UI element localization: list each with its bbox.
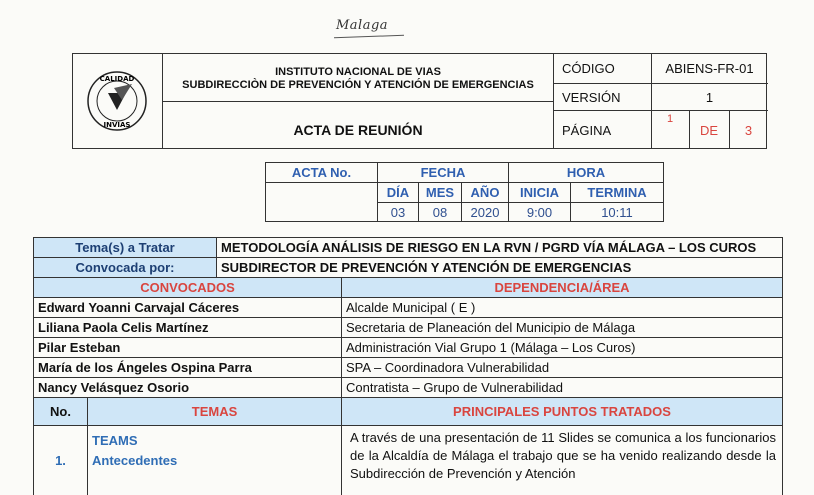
convocado-area: Contratista – Grupo de Vulnerabilidad (346, 380, 564, 395)
mes-value: 08 (418, 202, 462, 222)
inicia-label: INICIA (508, 182, 571, 203)
temas-header-row (33, 397, 783, 426)
header-divider (553, 54, 554, 148)
document-title: ACTA DE REUNIÓN (293, 122, 423, 138)
header-divider (163, 101, 553, 102)
dia-value: 03 (377, 202, 419, 222)
convocado-area: SPA – Coordinadora Vulnerabilidad (346, 360, 550, 375)
tema-number: 1. (34, 426, 88, 495)
table-row (33, 425, 783, 495)
table-row (33, 317, 783, 338)
codigo-value: ABIENS-FR-01 (665, 61, 754, 76)
tema-row (33, 237, 783, 258)
tema-label: Tema(s) a Tratar (75, 240, 175, 255)
tema-title-line2: Antecedentes (92, 453, 178, 468)
pagina-de: DE (699, 123, 719, 138)
convocado-name: María de los Ángeles Ospina Parra (34, 358, 342, 377)
convocado-area: Secretaria de Planeación del Municipio de Málaga (346, 320, 636, 335)
hora-label: HORA (508, 162, 664, 183)
institution-title (163, 66, 553, 92)
convocado-name: Liliana Paola Celis Martínez (34, 318, 342, 337)
puntos-header: PRINCIPALES PUNTOS TRATADOS (453, 404, 671, 419)
fecha-label: FECHA (377, 162, 509, 183)
mes-label: MES (418, 182, 462, 203)
info-divider (553, 110, 768, 111)
acta-value (265, 182, 378, 222)
tema-title-line1: TEAMS (92, 433, 138, 448)
version-value: 1 (705, 90, 714, 105)
logo-text-bottom: INVIAS (103, 121, 131, 129)
temas-header: TEMAS (88, 398, 342, 425)
convocado-name: Edward Yoanni Carvajal Cáceres (34, 298, 342, 317)
convocada-label: Convocada por: (75, 260, 175, 275)
termina-value: 10:11 (570, 202, 664, 222)
convocada-value: SUBDIRECTOR DE PREVENCIÓN Y ATENCIÓN DE EMERGENCIAS (221, 260, 632, 275)
pagina-current: 1 (666, 113, 674, 125)
inicia-value: 9:00 (508, 202, 571, 222)
anio-label: AÑO (461, 182, 509, 203)
table-row (33, 357, 783, 378)
logo-cell (73, 54, 163, 148)
tema-puntos-text: A través de una presentación de 11 Slides se comunica a los funcionarios de la Alcaldía de Málaga el trabajo que se ha venido realizando desde la Subdirección de Prevención y Atención (350, 430, 776, 481)
convocado-area: Alcalde Municipal ( E ) (346, 300, 476, 315)
anio-value: 2020 (461, 202, 509, 222)
institution-name: INSTITUTO NACIONAL DE VIAS (275, 66, 441, 78)
document-header (72, 53, 767, 149)
acta-label: ACTA No. (265, 162, 378, 183)
tema-value: METODOLOGÍA ANÁLISIS DE RIESGO EN LA RVN / PGRD VÍA MÁLAGA – LOS CUROS (221, 240, 757, 255)
dia-label: DÍA (377, 182, 419, 203)
convocado-area: Administración Vial Grupo 1 (Málaga – Los Curos) (346, 340, 636, 355)
convocados-header-row (33, 277, 783, 298)
tema-title (88, 426, 342, 495)
table-row (33, 377, 783, 398)
codigo-label: CÓDIGO (562, 61, 615, 76)
table-row (33, 297, 783, 318)
calidad-invias-logo (86, 70, 148, 132)
no-header: No. (34, 398, 88, 425)
handwritten-underline (334, 35, 404, 38)
pagina-total: 3 (744, 123, 753, 138)
info-divider (553, 83, 768, 84)
termina-label: TERMINA (570, 182, 664, 203)
convocada-row (33, 257, 783, 278)
table-row (33, 337, 783, 358)
dependencia-header: DEPENDENCIA/ÁREA (494, 280, 630, 295)
version-label: VERSIÓN (562, 90, 621, 105)
convocado-name: Pilar Esteban (34, 338, 342, 357)
convocados-header: CONVOCADOS (34, 278, 342, 297)
convocado-name: Nancy Velásquez Osorio (34, 378, 342, 397)
logo-text-top: CALIDAD (99, 75, 135, 83)
handwritten-note: Malaga (336, 18, 389, 33)
subdirection-name: SUBDIRECCIÒN DE PREVENCIÓN Y ATENCIÓN DE EMERGENCIAS (182, 79, 534, 91)
pagina-label: PÁGINA (562, 123, 612, 138)
